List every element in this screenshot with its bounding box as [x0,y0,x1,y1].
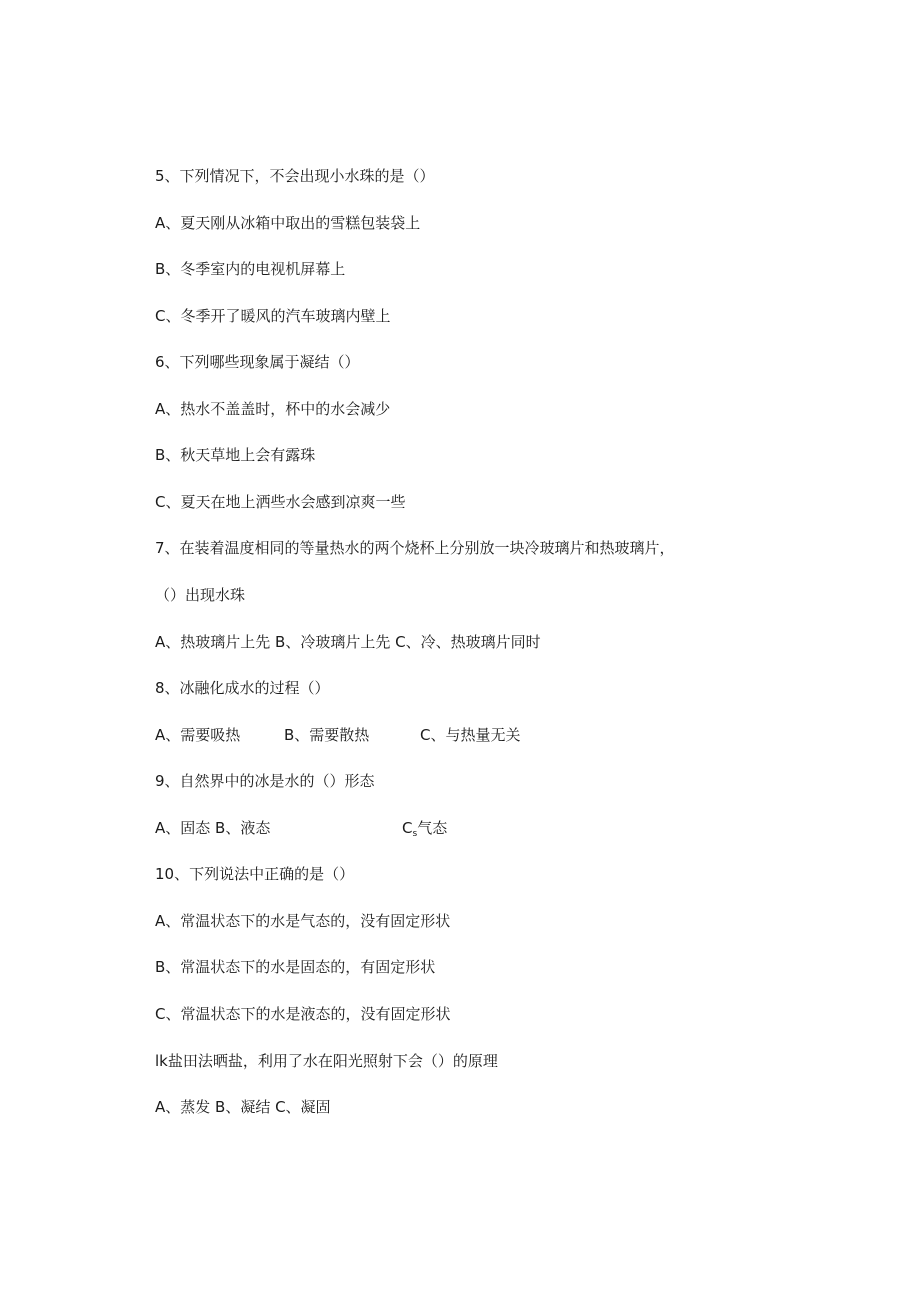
q8-options [155,725,520,745]
q11-options: A、蒸发 B、凝结 C、凝固 [155,1098,331,1116]
q10-option-b: B、常温状态下的水是固态的，有固定形状 [155,958,436,976]
q9-options [155,818,447,844]
q5-stem: 5、下列情况下，不会出现小水珠的是（） [155,167,435,185]
q9-stem: 9、自然界中的冰是水的（）形态 [155,772,375,790]
q9-option-ab: A、固态 B、液态 [155,819,271,837]
q7-stem-line1: 7、在装着温度相同的等量热水的两个烧杯上分别放一块冷玻璃片和热玻璃片， [155,539,675,557]
q11-stem: lk盐田法晒盐，利用了水在阳光照射下会（）的原理 [155,1052,498,1070]
q6-option-c: C、夏天在地上洒些水会感到凉爽一些 [155,493,406,511]
q6-option-a: A、热水不盖盖时，杯中的水会减少 [155,400,391,418]
q9-option-c [402,818,447,844]
q10-stem: 10、下列说法中正确的是（） [155,865,355,883]
q6-stem: 6、下列哪些现象属于凝结（） [155,353,360,371]
q9-option-c-letter: C [402,819,413,837]
q5-option-c: C、冬季开了暖风的汽车玻璃内壁上 [155,307,391,325]
q8-option-c: C、与热量无关 [420,726,521,744]
q6-option-b: B、秋天草地上会有露珠 [155,446,316,464]
q8-option-a: A、需要吸热 [155,726,241,744]
q9-option-c-text: 气态 [417,819,448,837]
q5-option-b: B、冬季室内的电视机屏幕上 [155,260,346,278]
q5-option-a: A、夏天刚从冰箱中取出的雪糕包装袋上 [155,214,421,232]
q10-option-a: A、常温状态下的水是气态的，没有固定形状 [155,912,451,930]
q9-option-c-subscript: s [412,829,418,839]
q7-options: A、热玻璃片上先 B、冷玻璃片上先 C、冷、热玻璃片同时 [155,633,541,651]
q8-option-b: B、需要散热 [284,726,370,744]
q7-stem-line2: （）出现水珠 [155,586,246,604]
q10-option-c: C、常温状态下的水是液态的，没有固定形状 [155,1005,451,1023]
q8-stem: 8、冰融化成水的过程（） [155,679,330,697]
